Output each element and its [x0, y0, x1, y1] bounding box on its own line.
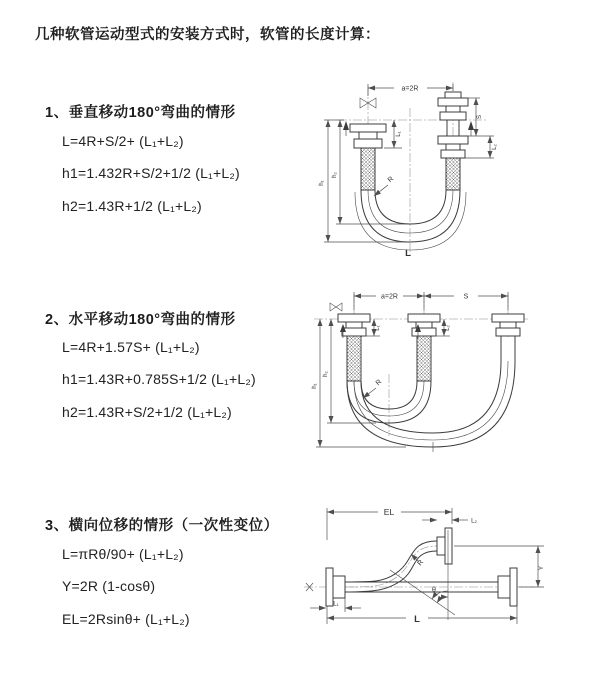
section-1-formula-L: L=4R+S/2+ (L₁+L₂)	[62, 133, 184, 149]
dim-label-y: Y	[538, 565, 545, 571]
section-2-formula-h2: h2=1.43R+S/2+1/2 (L₁+L₂)	[62, 404, 232, 420]
dim-label-h1: h₁	[311, 383, 318, 389]
section-2-formula-h1: h1=1.43R+0.785S+1/2 (L₁+L₂)	[62, 371, 256, 387]
braided-hose-section	[347, 336, 361, 381]
hose-u-curves	[355, 190, 466, 250]
diagram-horizontal-180-bend	[306, 286, 536, 456]
dim-label-l2: L₂	[471, 517, 477, 525]
dim-s	[468, 98, 494, 136]
dim-label-r: R	[374, 378, 384, 388]
braided-hose-section	[361, 148, 375, 190]
dim-label-s: S	[463, 293, 469, 301]
dim-l1	[310, 598, 361, 612]
dim-span	[368, 84, 453, 96]
section-3-formula-Y: Y=2R (1-cosθ)	[62, 578, 156, 594]
dim-s	[424, 294, 508, 301]
dim-label-span: a=2R	[401, 85, 419, 93]
section-3-formula-L: L=πRθ/90+ (L₁+L₂)	[62, 546, 184, 562]
left-hose-fitting	[350, 124, 386, 190]
dim-label-r: R	[416, 558, 426, 568]
section-1-formula-h2: h2=1.43R+1/2 (L₁+L₂)	[62, 198, 202, 214]
dim-label-l1: L₁	[395, 131, 402, 137]
right-hose-fitting	[492, 314, 524, 361]
middle-hose-fitting	[408, 314, 440, 381]
dim-l2	[422, 518, 478, 525]
section-1-heading: 1、垂直移动180°弯曲的情形	[45, 105, 236, 121]
section-3-formula-EL: EL=2Rsinθ+ (L₁+L₂)	[62, 611, 190, 627]
dim-label-l: L	[414, 614, 420, 625]
dim-l1	[384, 120, 402, 148]
dim-label-r: R	[386, 175, 396, 185]
dim-label-l2: L₂	[491, 144, 498, 150]
dim-label-h2: h₂	[331, 172, 338, 178]
dim-label-l1: L₁	[374, 325, 381, 331]
dim-span	[354, 292, 508, 310]
section-3-heading: 3、横向位移的情形（一次性变位）	[45, 518, 279, 534]
section-2-heading: 2、水平移动180°弯曲的情形	[45, 312, 236, 328]
dim-label-h2: h₂	[322, 371, 329, 377]
right-hose-fitting	[438, 92, 468, 190]
dim-label-l2: L₂	[444, 325, 451, 331]
braided-hose-section	[417, 336, 431, 381]
dim-label-el: EL	[383, 507, 395, 517]
dim-el	[327, 507, 452, 540]
radius-leader	[363, 379, 383, 398]
braided-hose-section	[446, 158, 460, 190]
diagram-vertical-180-bend	[310, 78, 530, 258]
dim-label-span: a=2R	[381, 293, 398, 301]
left-hose-fitting	[338, 314, 370, 381]
dim-label-h1: h₁	[318, 180, 325, 186]
dim-label-l: L	[405, 248, 411, 258]
dim-l2	[465, 136, 498, 158]
diagram-lateral-displacement	[300, 500, 560, 645]
dim-l	[327, 606, 517, 625]
radius-leader	[374, 176, 395, 196]
valve-icon	[330, 303, 342, 311]
section-2-formula-L: L=4R+1.57S+ (L₁+L₂)	[62, 339, 200, 355]
page-title: 几种软管运动型式的安装方式时，软管的长度计算：	[35, 27, 380, 43]
dim-label-theta: θ	[432, 587, 436, 594]
dim-label-s: S	[476, 114, 483, 120]
section-1-formula-h1: h1=1.432R+S/2+1/2 (L₁+L₂)	[62, 165, 240, 181]
dim-label-l1: L₁	[333, 600, 339, 608]
